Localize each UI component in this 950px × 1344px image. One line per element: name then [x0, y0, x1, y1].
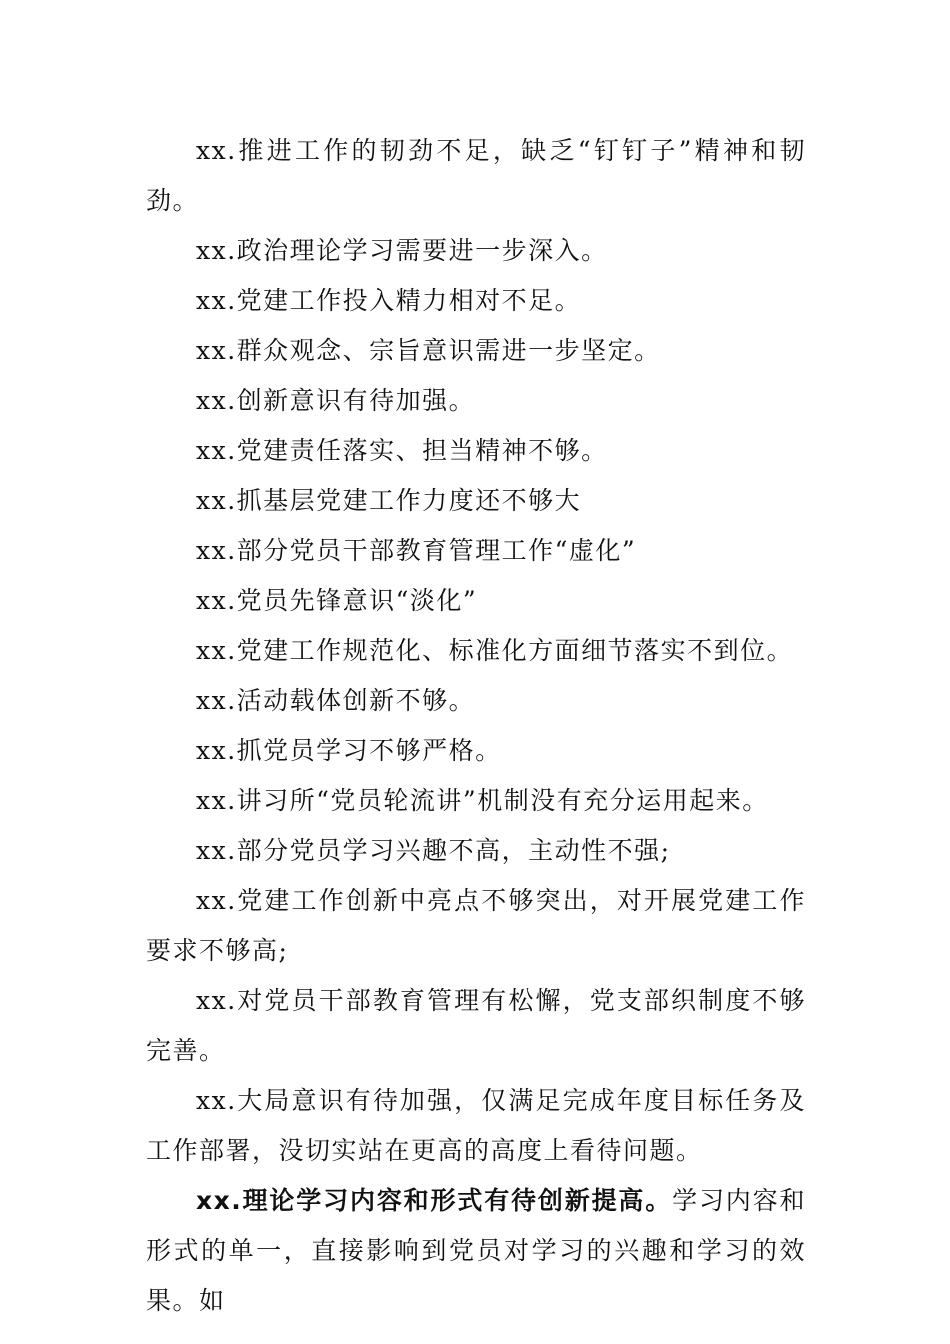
final-paragraph-body: 学习内容和形式的单一，直接影响到党员对学习的兴趣和学习的效果。如 — [146, 1186, 806, 1315]
list-item: xx.抓基层党建工作力度还不够大 — [196, 486, 582, 515]
list-item: xx.党建工作投入精力相对不足。 — [196, 286, 582, 315]
list-item: xx.对党员干部教育管理有松懈，党支部织制度不够完善。 — [146, 986, 806, 1065]
list-item: xx.群众观念、宗旨意识需进一步坚定。 — [196, 336, 661, 365]
list-item: xx.党员先锋意识“淡化” — [196, 586, 478, 615]
final-paragraph-lead: xx.理论学习内容和形式有待创新提高。 — [196, 1186, 673, 1215]
list-item: xx.党建工作创新中亮点不够突出，对开展党建工作要求不够高; — [146, 886, 806, 965]
list-item: xx.讲习所“党员轮流讲”机制没有充分运用起来。 — [196, 786, 769, 815]
list-item: xx.政治理论学习需要进一步深入。 — [196, 236, 608, 265]
list-item: xx.创新意识有待加强。 — [196, 386, 476, 415]
document-body — [146, 126, 806, 1326]
list-item: xx.部分党员学习兴趣不高，主动性不强; — [196, 836, 671, 865]
final-paragraph — [146, 1176, 806, 1326]
list-item: xx.推进工作的韧劲不足，缺乏“钉钉子”精神和韧劲。 — [146, 136, 806, 215]
list-item: xx.活动载体创新不够。 — [196, 686, 476, 715]
list-item: xx.抓党员学习不够严格。 — [196, 736, 502, 765]
list-item: xx.大局意识有待加强，仅满足完成年度目标任务及工作部署，没切实站在更高的高度上看待问题。 — [146, 1086, 806, 1165]
list-item: xx.党建工作规范化、标准化方面细节落实不到位。 — [196, 636, 794, 665]
list-item: xx.党建责任落实、担当精神不够。 — [196, 436, 608, 465]
list-item: xx.部分党员干部教育管理工作“虚化” — [196, 536, 637, 565]
